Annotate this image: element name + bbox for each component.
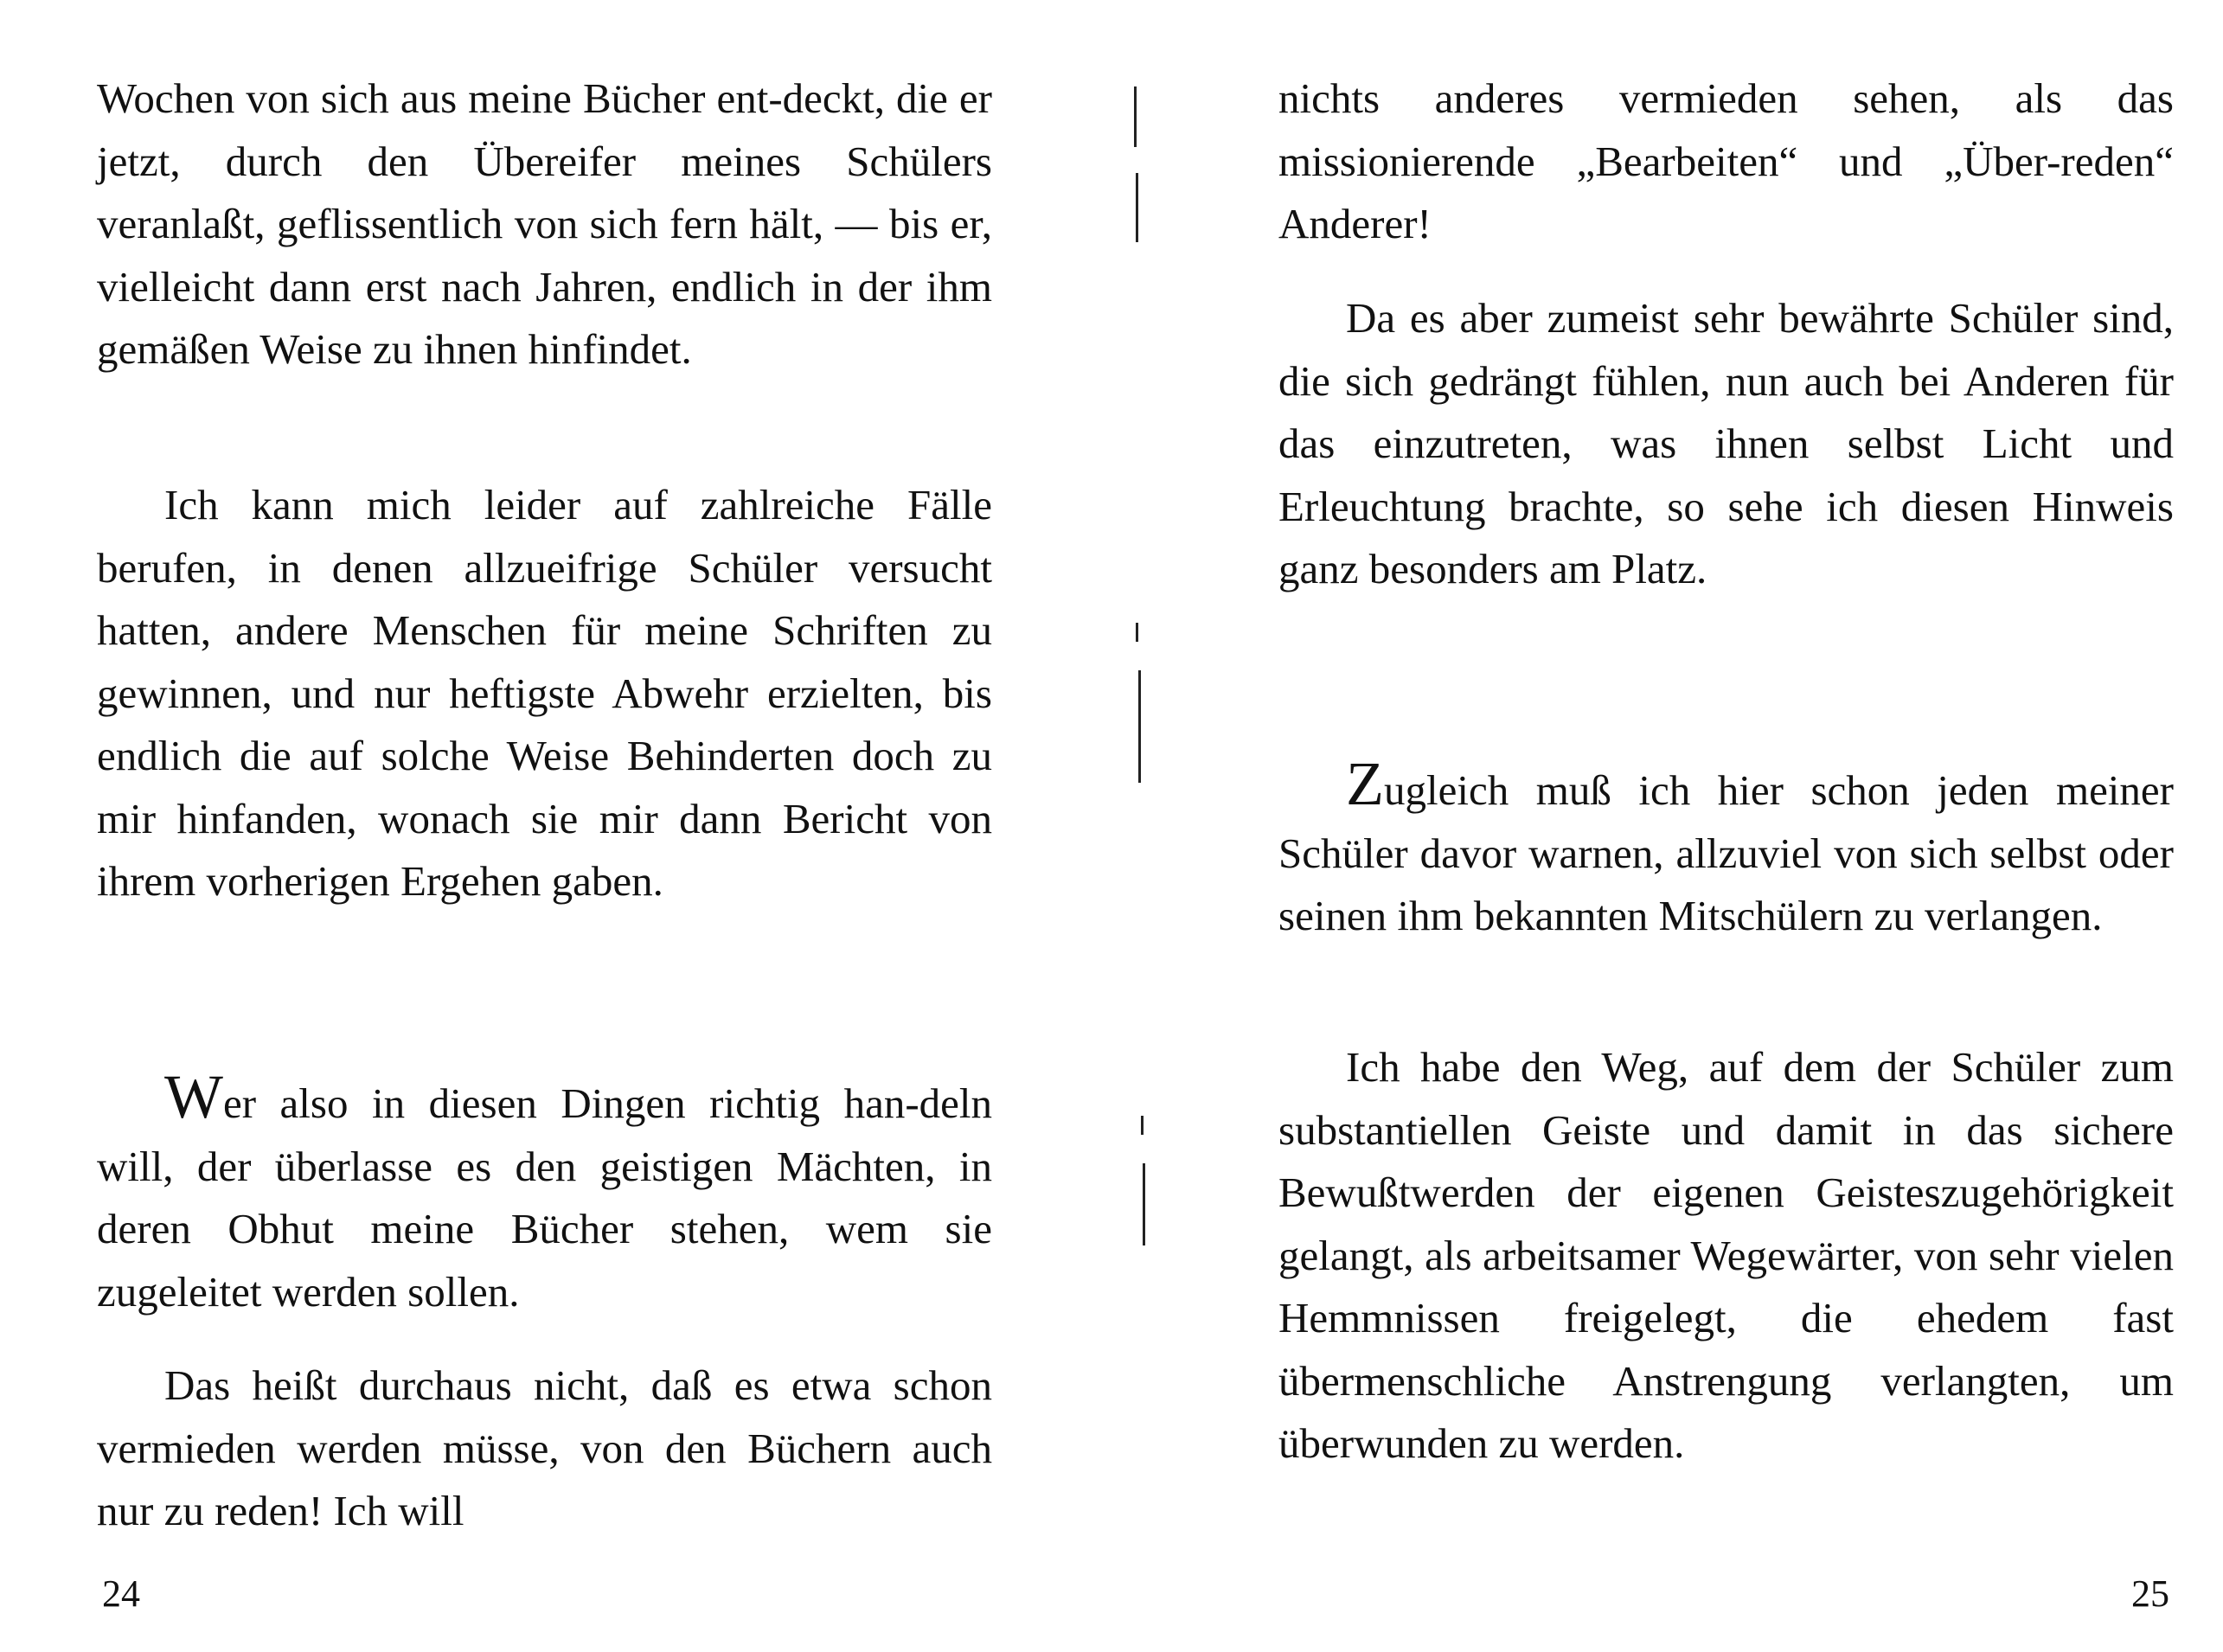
right-paragraph-2: Da es aber zumeist sehr bewährte Schüler sind, die sich gedrängt fühlen, nun auch bei Anderen für das einzutreten, was ihnen selbst Licht und Erleuchtung brachte, so sehe ich diesen Hinweis ganz besonders am Platz. [1278,294,2174,592]
left-dropcap: W [164,1062,223,1131]
left-paragraph-4-block [97,1354,992,1543]
right-page [1112,0,2223,1652]
right-paragraph-4-block [1278,1036,2174,1476]
right-paragraph-3-block [1278,749,2174,948]
right-paragraph-2-block [1278,287,2174,601]
left-paragraph-1-block [97,67,992,381]
right-paragraph-1: nichts anderes vermieden sehen, als das missionierende „Bearbeiten“ und „Über-reden“ Anderer! [1278,74,2174,247]
left-paragraph-3 [97,1062,992,1323]
left-paragraph-1: Wochen von sich aus meine Bücher ent-deckt, die er jetzt, durch den Übereifer meines Schülers veranlaßt, geflissentlich von sich fern hält, — bis er, vielleicht dann erst nach Jahren, endlich in der ihm gemäßen Weise zu ihnen hinfindet. [97,74,992,373]
right-paragraph-3 [1278,749,2174,948]
left-paragraph-3-block [97,1062,992,1323]
right-dropcap: Z [1346,749,1384,818]
right-paragraph-3-text: ugleich muß ich hier schon jeden meiner Schüler davor warnen, allzuviel von sich selbst oder seinen ihm bekannten Mitschülern zu verlangen. [1278,766,2174,939]
page-number-left: 24 [102,1572,140,1615]
left-paragraph-3-text: er also in diesen Dingen richtig han-deln will, der überlasse es den geistigen Mächten, in deren Obhut meine Bücher stehen, wem sie zugeleitet werden sollen. [97,1079,992,1316]
right-paragraph-1-block [1278,67,2174,256]
page-number-right: 25 [2131,1572,2169,1615]
right-paragraph-4: Ich habe den Weg, auf dem der Schüler zum substantiellen Geiste und damit in das sichere Bewußtwerden der eigenen Geisteszugehörigkeit gelangt, als arbeitsamer Wegewärter, von sehr vielen Hemmnissen freigelegt, die ehedem fast übermenschliche Anstrengung verlangten, um überwunden zu werden. [1278,1043,2174,1467]
left-paragraph-2: Ich kann mich leider auf zahlreiche Fälle berufen, in denen allzueifrige Schüler versucht hatten, andere Menschen für meine Schriften zu gewinnen, und nur heftigste Abwehr erzielten, bis endlich die auf solche Weise Behinderten doch zu mir hinfanden, wonach sie mir dann Bericht von ihrem vorherigen Ergehen gaben. [97,481,992,905]
left-paragraph-4: Das heißt durchaus nicht, daß es etwa schon vermieden werden müsse, von den Büchern auch nur zu reden! Ich will [97,1361,992,1534]
left-paragraph-2-block [97,474,992,913]
